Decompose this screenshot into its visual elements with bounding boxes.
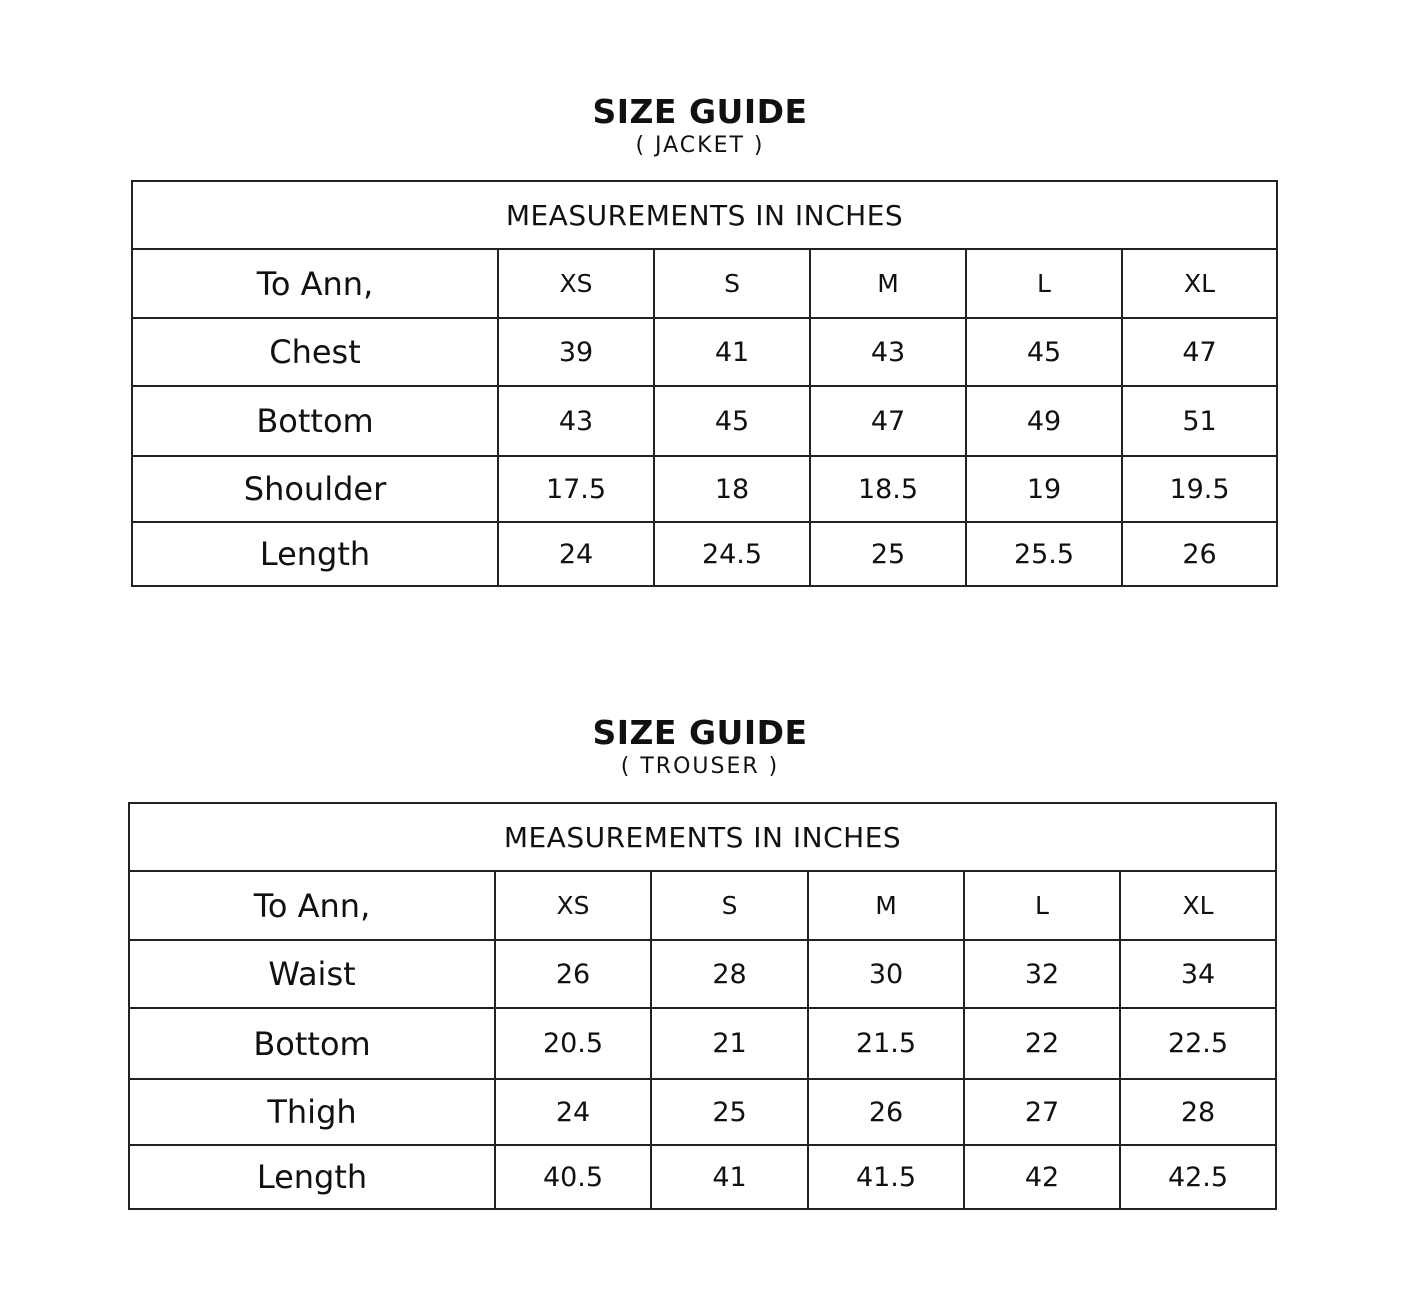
value-cell: 17.5 — [498, 456, 654, 522]
size-l: L — [966, 249, 1122, 318]
value-cell: 26 — [808, 1079, 964, 1145]
value-cell: 22 — [964, 1008, 1120, 1079]
value-cell: 34 — [1120, 940, 1276, 1008]
size-m: M — [808, 871, 964, 940]
row-label-bottom: Bottom — [129, 1008, 495, 1079]
value-cell: 24 — [498, 522, 654, 586]
table-header-row — [132, 181, 1277, 249]
size-xl: XL — [1122, 249, 1277, 318]
size-xs: XS — [498, 249, 654, 318]
row-label-thigh: Thigh — [129, 1079, 495, 1145]
value-cell: 25 — [651, 1079, 808, 1145]
table-row — [132, 456, 1277, 522]
row-label-waist: Waist — [129, 940, 495, 1008]
size-row — [129, 871, 1276, 940]
row-label-length: Length — [129, 1145, 495, 1209]
row-label-shoulder: Shoulder — [132, 456, 498, 522]
value-cell: 19.5 — [1122, 456, 1277, 522]
trouser-guide-title: SIZE GUIDE — [592, 713, 808, 752]
size-row — [132, 249, 1277, 318]
table-row — [129, 940, 1276, 1008]
value-cell: 24 — [495, 1079, 651, 1145]
size-xl: XL — [1120, 871, 1276, 940]
row-label-length: Length — [132, 522, 498, 586]
value-cell: 43 — [498, 386, 654, 456]
brand-label: To Ann, — [132, 249, 498, 318]
value-cell: 24.5 — [654, 522, 810, 586]
table-row — [129, 1079, 1276, 1145]
jacket-guide-title: SIZE GUIDE — [592, 92, 808, 131]
table-row — [132, 386, 1277, 456]
value-cell: 40.5 — [495, 1145, 651, 1209]
value-cell: 27 — [964, 1079, 1120, 1145]
value-cell: 47 — [1122, 318, 1277, 386]
measurements-header: MEASUREMENTS IN INCHES — [132, 181, 1277, 249]
value-cell: 30 — [808, 940, 964, 1008]
value-cell: 47 — [810, 386, 966, 456]
value-cell: 41.5 — [808, 1145, 964, 1209]
value-cell: 18.5 — [810, 456, 966, 522]
value-cell: 45 — [966, 318, 1122, 386]
value-cell: 28 — [651, 940, 808, 1008]
table-row — [132, 522, 1277, 586]
size-l: L — [964, 871, 1120, 940]
trouser-guide-subtitle: ( TROUSER ) — [620, 754, 780, 779]
value-cell: 25 — [810, 522, 966, 586]
table-row — [129, 1008, 1276, 1079]
size-s: S — [651, 871, 808, 940]
row-label-chest: Chest — [132, 318, 498, 386]
value-cell: 21.5 — [808, 1008, 964, 1079]
table-row — [129, 1145, 1276, 1209]
value-cell: 43 — [810, 318, 966, 386]
value-cell: 25.5 — [966, 522, 1122, 586]
value-cell: 19 — [966, 456, 1122, 522]
measurements-header: MEASUREMENTS IN INCHES — [129, 803, 1276, 871]
brand-label: To Ann, — [129, 871, 495, 940]
value-cell: 49 — [966, 386, 1122, 456]
size-s: S — [654, 249, 810, 318]
value-cell: 45 — [654, 386, 810, 456]
value-cell: 22.5 — [1120, 1008, 1276, 1079]
value-cell: 20.5 — [495, 1008, 651, 1079]
size-xs: XS — [495, 871, 651, 940]
value-cell: 28 — [1120, 1079, 1276, 1145]
value-cell: 41 — [654, 318, 810, 386]
trouser-size-table — [128, 802, 1277, 1210]
value-cell: 18 — [654, 456, 810, 522]
table-header-row — [129, 803, 1276, 871]
jacket-size-table — [131, 180, 1278, 587]
jacket-guide-subtitle: ( JACKET ) — [635, 133, 765, 158]
value-cell: 26 — [495, 940, 651, 1008]
value-cell: 39 — [498, 318, 654, 386]
value-cell: 41 — [651, 1145, 808, 1209]
value-cell: 51 — [1122, 386, 1277, 456]
value-cell: 26 — [1122, 522, 1277, 586]
table-row — [132, 318, 1277, 386]
value-cell: 42 — [964, 1145, 1120, 1209]
value-cell: 42.5 — [1120, 1145, 1276, 1209]
value-cell: 21 — [651, 1008, 808, 1079]
row-label-bottom: Bottom — [132, 386, 498, 456]
size-m: M — [810, 249, 966, 318]
value-cell: 32 — [964, 940, 1120, 1008]
